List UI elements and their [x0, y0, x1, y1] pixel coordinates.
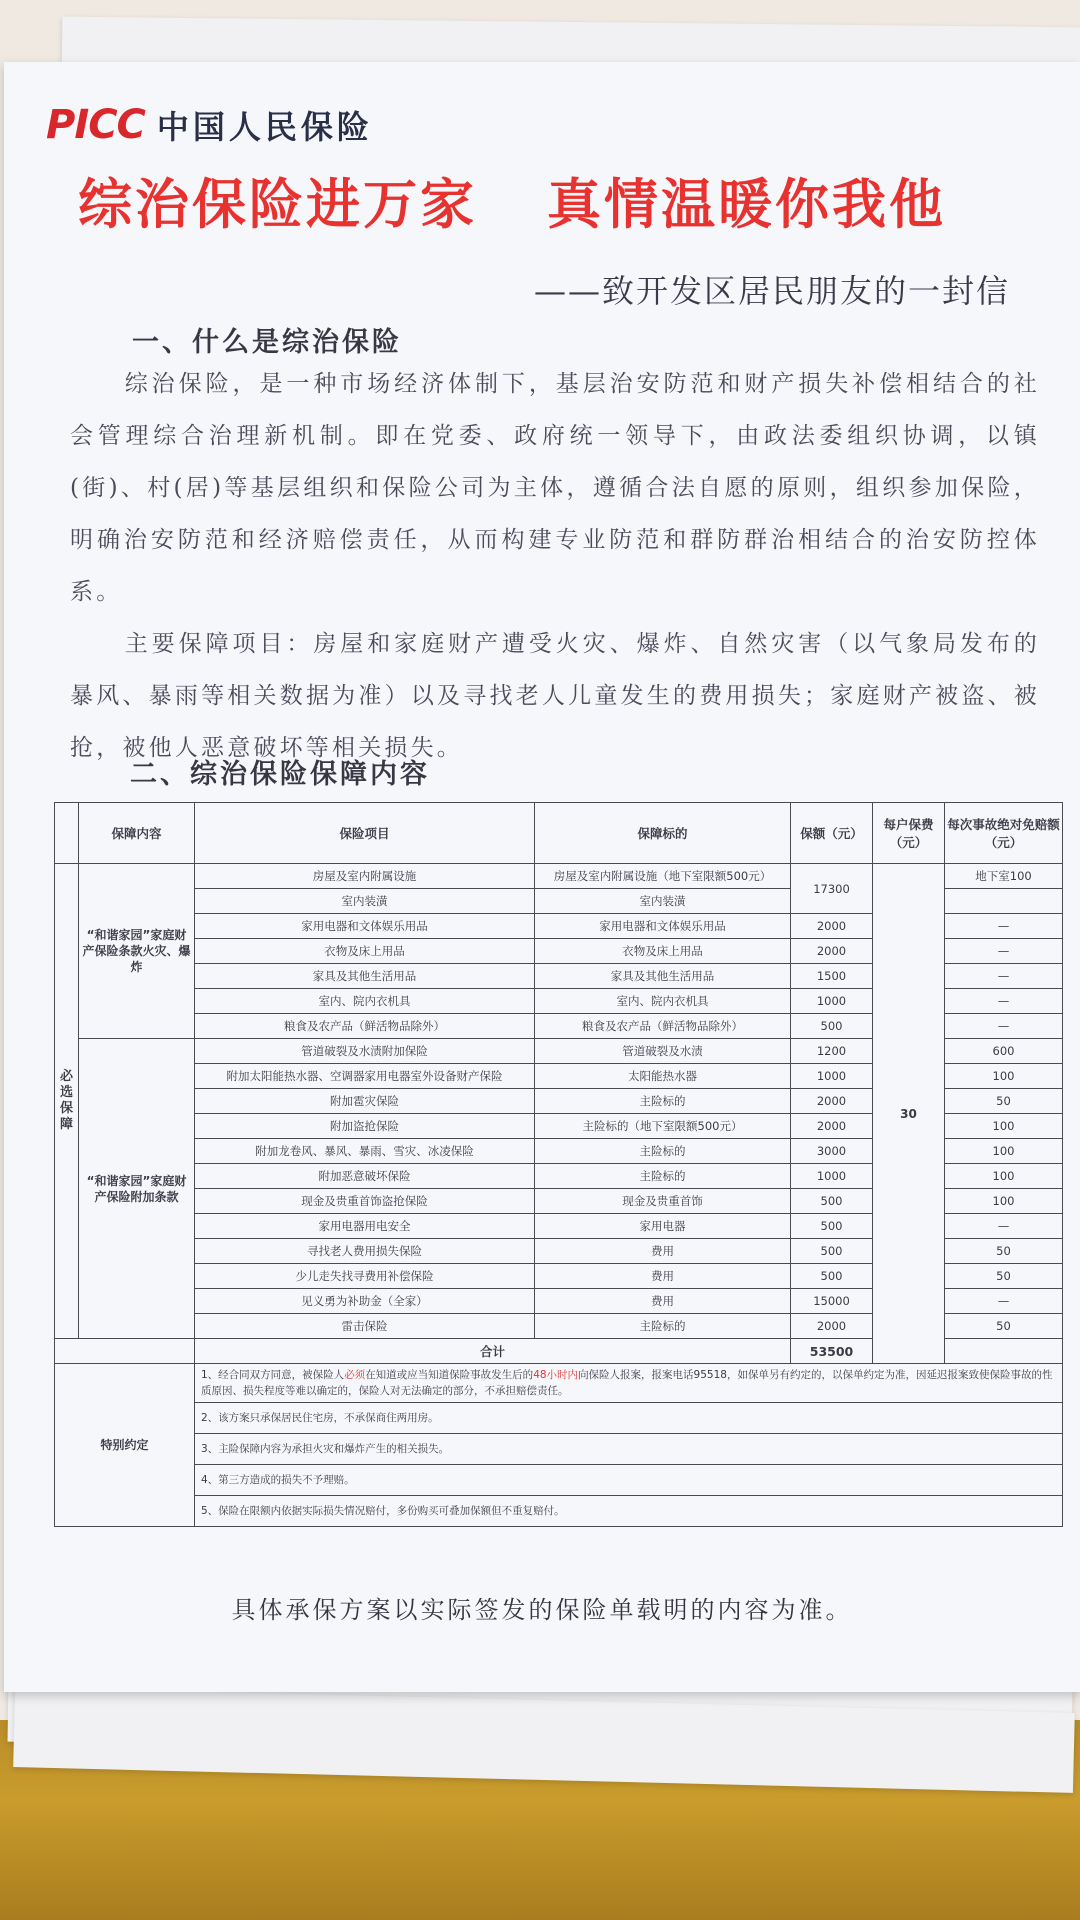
- table-row: [55, 864, 1063, 889]
- row-item: 少儿走失找寻费用补偿保险: [195, 1264, 535, 1289]
- section-1-paragraph-2: [70, 618, 1040, 774]
- headline-right: 真情温暖你我他: [547, 173, 946, 236]
- row-amount: 1000: [791, 1064, 873, 1089]
- section-2-title: 二、综治保险保障内容: [130, 759, 430, 790]
- coverage-table: [54, 802, 1063, 1527]
- row-deductible: —: [945, 1289, 1063, 1314]
- row-item: 室内、院内衣机具: [195, 989, 535, 1014]
- row-amount: 2000: [791, 1089, 873, 1114]
- company-name: 中国人民保险: [156, 108, 373, 146]
- row-deductible: —: [945, 914, 1063, 939]
- row-item: 寻找老人费用损失保险: [195, 1239, 535, 1264]
- note-fragment: 1、经合同双方同意，被保险人: [201, 1369, 345, 1381]
- row-deductible: —: [945, 1214, 1063, 1239]
- row-deductible: 50: [945, 1089, 1063, 1114]
- row-item: 衣物及床上用品: [195, 939, 535, 964]
- row-deductible: 100: [945, 1064, 1063, 1089]
- special-label: 特别约定: [55, 1364, 195, 1527]
- row-subject: 室内装潢: [535, 889, 791, 914]
- table-row: [55, 1496, 1063, 1527]
- row-subject: 粮食及农产品（鲜活物品除外）: [535, 1014, 791, 1039]
- row-amount: 2000: [791, 1314, 873, 1339]
- header-corner-cell: [55, 803, 79, 864]
- row-deductible: —: [945, 964, 1063, 989]
- row-deductible: 100: [945, 1139, 1063, 1164]
- row-subject: 主险标的: [535, 1139, 791, 1164]
- section-1-title: 一、什么是综治保险: [132, 327, 402, 358]
- row-amount: 2000: [791, 1114, 873, 1139]
- row-item: 家用电器和文体娱乐用品: [195, 914, 535, 939]
- total-blank: [55, 1339, 195, 1364]
- section-1-paragraph-1: [70, 358, 1040, 618]
- headline: [78, 162, 1018, 239]
- letter-subtitle: ——致开发区居民朋友的一封信: [533, 272, 1010, 310]
- row-item: 家用电器用电安全: [195, 1214, 535, 1239]
- note-fragment: 在知道或应当知道保险事故发生后的: [365, 1369, 534, 1381]
- row-subject: 家用电器: [535, 1214, 791, 1239]
- headline-left: 综治保险进万家: [78, 173, 477, 236]
- header-item: 保险项目: [195, 803, 535, 864]
- row-deductible: —: [945, 1014, 1063, 1039]
- row-item: 附加龙卷风、暴风、暴雨、雪灾、冰凌保险: [195, 1139, 535, 1164]
- picc-logo-mark: PICC: [46, 102, 145, 148]
- row-item: 附加雹灾保险: [195, 1089, 535, 1114]
- row-subject: 现金及贵重首饰: [535, 1189, 791, 1214]
- coverage-table-wrapper: [54, 802, 1062, 1527]
- row-subject: 主险标的: [535, 1089, 791, 1114]
- special-note-3: 3、主险保障内容为承担火灾和爆炸产生的相关损失。: [195, 1434, 1063, 1465]
- row-subject: 室内、院内衣机具: [535, 989, 791, 1014]
- row-deductible: —: [945, 939, 1063, 964]
- note-fragment: 48小时内: [533, 1369, 579, 1381]
- row-deductible: [945, 889, 1063, 914]
- company-logo: [46, 102, 373, 148]
- row-amount: 500: [791, 1189, 873, 1214]
- row-amount: 2000: [791, 914, 873, 939]
- table-row: [55, 1434, 1063, 1465]
- header-coverage: 保障内容: [79, 803, 195, 864]
- letter-sheet: [4, 62, 1080, 1692]
- row-amount: 500: [791, 1239, 873, 1264]
- special-note-2: 2、该方案只承保居民住宅房，不承保商住两用房。: [195, 1403, 1063, 1434]
- row-deductible: 50: [945, 1314, 1063, 1339]
- footer-note: 具体承保方案以实际签发的保险单载明的内容为准。: [231, 1596, 853, 1624]
- total-label: 合计: [195, 1339, 791, 1364]
- row-amount: 1500: [791, 964, 873, 989]
- row-item: 雷击保险: [195, 1314, 535, 1339]
- row-item: 附加太阳能热水器、空调器家用电器室外设备财产保险: [195, 1064, 535, 1089]
- row-subject: 费用: [535, 1289, 791, 1314]
- row-item: 粮食及农产品（鲜活物品除外）: [195, 1014, 535, 1039]
- row-amount: 1000: [791, 1164, 873, 1189]
- row-item: 见义勇为补助金（全家）: [195, 1289, 535, 1314]
- row-amount: 500: [791, 1014, 873, 1039]
- row-item: 房屋及室内附属设施: [195, 864, 535, 889]
- row-deductible: 100: [945, 1164, 1063, 1189]
- header-deductible: 每次事故绝对免赔额（元）: [945, 803, 1063, 864]
- total-deductible-blank: [945, 1339, 1063, 1364]
- section-1-paragraph-1-text: 综治保险，是一种市场经济体制下，基层治安防范和财产损失补偿相结合的社会管理综合治理新机制。即在党委、政府统一领导下，由政法委组织协调，以镇(街)、村(居)等基层组织和保险公司为主体，遵循合法自愿的原则，组织参加保险，明确治安防范和经济赔偿责任，从而构建专业防范和群防群治相结合的治安防控体系。: [70, 371, 1040, 605]
- total-amount: 53500: [791, 1339, 873, 1364]
- table-row: [55, 1465, 1063, 1496]
- row-deductible: 50: [945, 1239, 1063, 1264]
- row-item: 管道破裂及水渍附加保险: [195, 1039, 535, 1064]
- row-subject: 房屋及室内附属设施（地下室限额500元）: [535, 864, 791, 889]
- note-fragment: 必须: [344, 1369, 366, 1381]
- row-subject: 家具及其他生活用品: [535, 964, 791, 989]
- row-amount: 500: [791, 1214, 873, 1239]
- table-row: [55, 1364, 1063, 1403]
- note-fragment: 向保险人报案，报案电话95518，如保单另有约定的，以保单约定为准，因延迟报案致使保险事故的性质原因、损失程度等难以确定的，保险人对无法确定的部分，不承担赔偿责任。: [201, 1369, 1053, 1397]
- row-subject: 主险标的: [535, 1164, 791, 1189]
- group-1-label: “和谐家园”家庭财产保险条款火灾、爆炸: [79, 864, 195, 1039]
- header-premium: 每户保费（元）: [873, 803, 945, 864]
- row-deductible: 600: [945, 1039, 1063, 1064]
- row-item: 附加盗抢保险: [195, 1114, 535, 1139]
- row-subject: 主险标的（地下室限额500元）: [535, 1114, 791, 1139]
- row-amount: 3000: [791, 1139, 873, 1164]
- row-deductible: 100: [945, 1189, 1063, 1214]
- row-deductible: 100: [945, 1114, 1063, 1139]
- row-deductible: 50: [945, 1264, 1063, 1289]
- row-amount: 500: [791, 1264, 873, 1289]
- premium-cell: 30: [873, 864, 945, 1364]
- row-item: 家具及其他生活用品: [195, 964, 535, 989]
- special-note-5: 5、保险在限额内依据实际损失情况赔付，多份购买可叠加保额但不重复赔付。: [195, 1496, 1063, 1527]
- row-subject: 费用: [535, 1264, 791, 1289]
- row-subject: 家用电器和文体娱乐用品: [535, 914, 791, 939]
- row-subject: 管道破裂及水渍: [535, 1039, 791, 1064]
- side-label-cell: 必选保障: [55, 864, 79, 1339]
- special-note-1: [195, 1364, 1063, 1403]
- row-subject: 费用: [535, 1239, 791, 1264]
- header-subject: 保障标的: [535, 803, 791, 864]
- row-subject: 太阳能热水器: [535, 1064, 791, 1089]
- header-amount: 保额（元）: [791, 803, 873, 864]
- row-item: 现金及贵重首饰盗抢保险: [195, 1189, 535, 1214]
- table-header-row: [55, 803, 1063, 864]
- row-subject: 衣物及床上用品: [535, 939, 791, 964]
- row-item: 附加恶意破坏保险: [195, 1164, 535, 1189]
- row-deductible: —: [945, 989, 1063, 1014]
- row-amount: 1200: [791, 1039, 873, 1064]
- group-2-label: “和谐家园”家庭财产保险附加条款: [79, 1039, 195, 1339]
- row-amount: 2000: [791, 939, 873, 964]
- row-amount: 15000: [791, 1289, 873, 1314]
- table-row: [55, 1403, 1063, 1434]
- row-subject: 主险标的: [535, 1314, 791, 1339]
- section-1-paragraph-2-text: 主要保障项目：房屋和家庭财产遭受火灾、爆炸、自然灾害（以气象局发布的暴风、暴雨等相关数据为准）以及寻找老人儿童发生的费用损失；家庭财产被盗、被抢，被他人恶意破坏等相关损失。: [70, 631, 1040, 761]
- special-note-4: 4、第三方造成的损失不予理赔。: [195, 1465, 1063, 1496]
- row-item: 室内装潢: [195, 889, 535, 914]
- row-amount-merged: 17300: [791, 864, 873, 914]
- row-amount: 1000: [791, 989, 873, 1014]
- row-deductible: 地下室100: [945, 864, 1063, 889]
